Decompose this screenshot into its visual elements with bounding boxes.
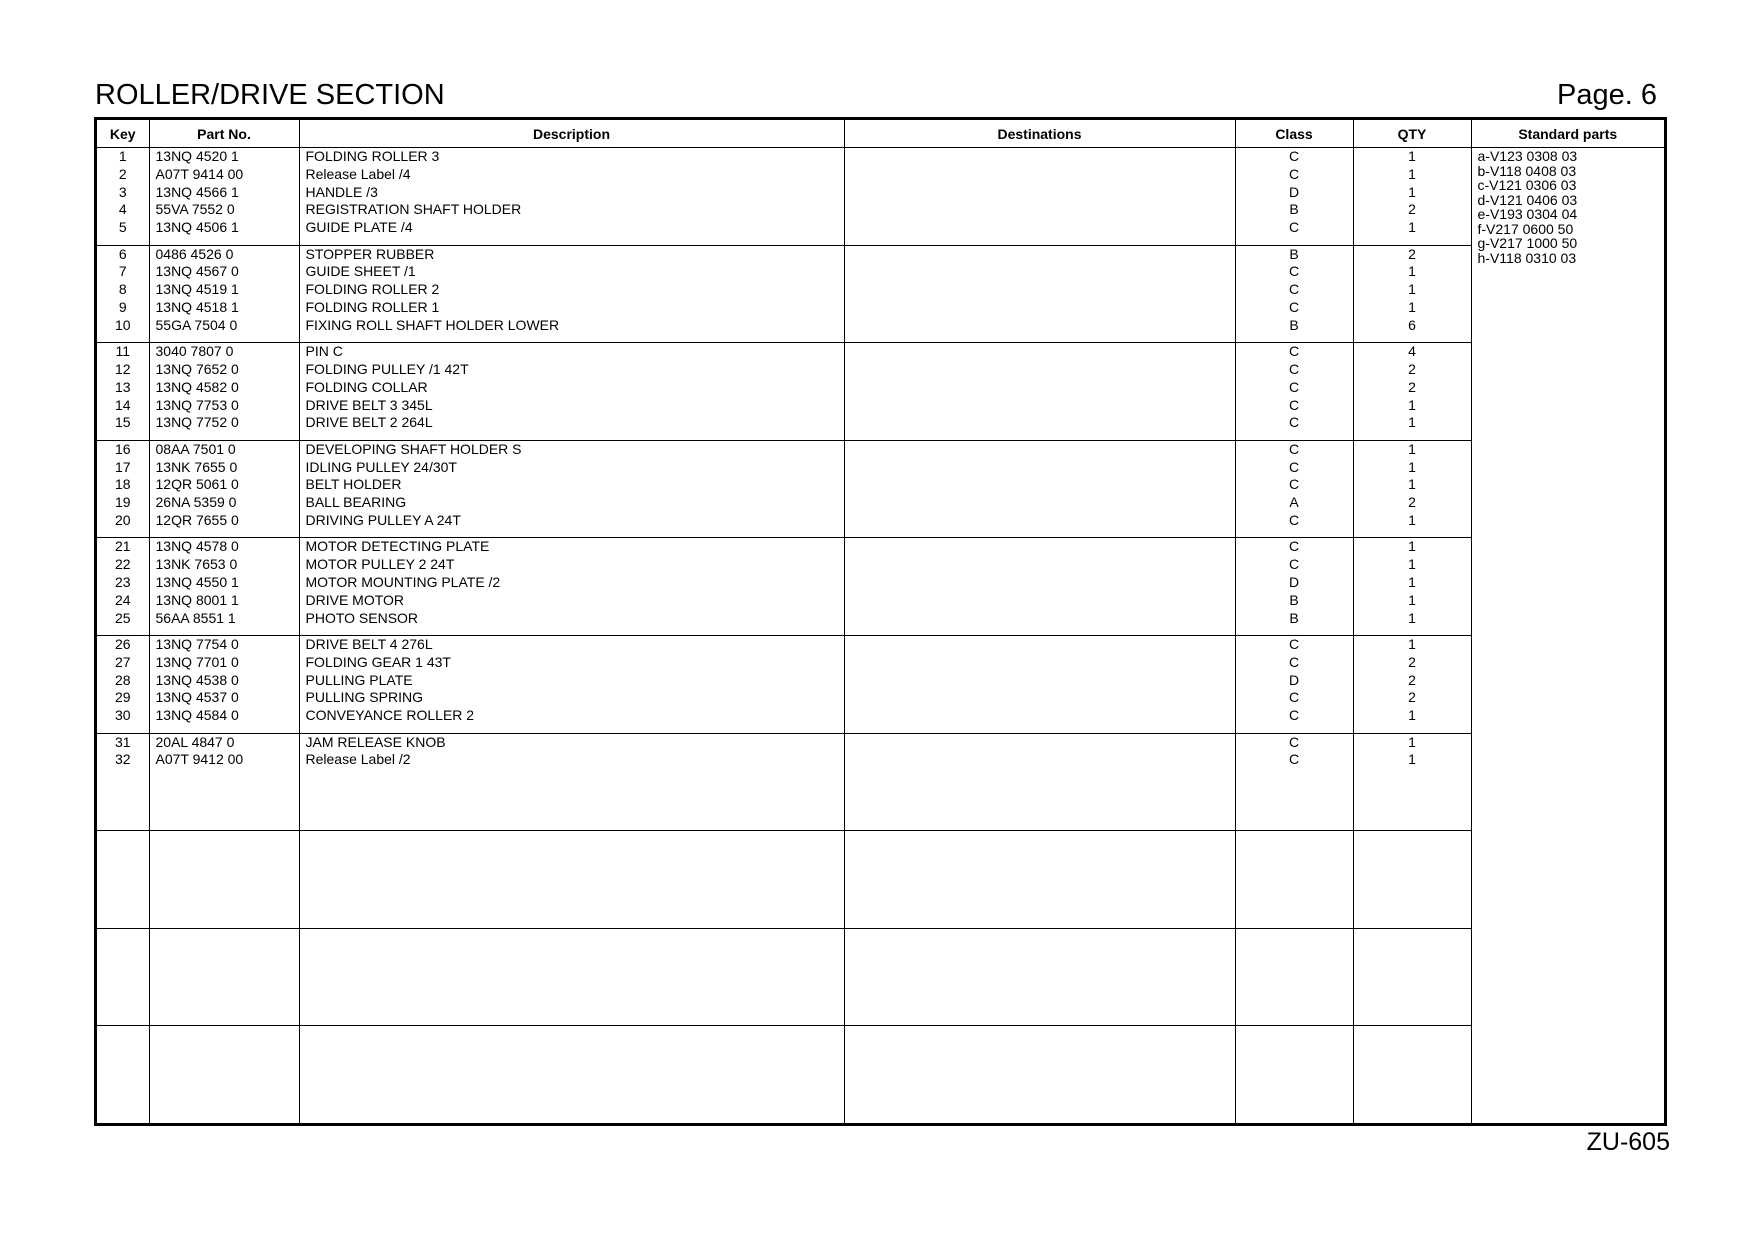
table-cell-value: C [1288, 556, 1300, 573]
table-cell-value: 28 [114, 671, 131, 688]
parts-list-frame [94, 117, 1667, 1126]
table-cell-value: 2 [1408, 201, 1416, 218]
description-cell [299, 635, 844, 733]
part-number-cell [149, 148, 299, 246]
part-number-cell [149, 831, 299, 929]
table-cell-value [845, 707, 1235, 725]
column-header-description: Description [299, 120, 844, 148]
table-cell-value: C [1288, 378, 1300, 395]
standard-parts-list [1472, 148, 1665, 265]
key-cell [97, 1026, 149, 1123]
page-title: ROLLER/DRIVE SECTION [95, 79, 445, 111]
table-cell-value: C [1288, 476, 1300, 493]
table-cell-value: 1 [1408, 414, 1416, 431]
table-cell-value: 13NQ 4538 0 [155, 671, 239, 688]
table-cell-value: DRIVE BELT 2 264L [305, 414, 433, 431]
table-cell-value: 4 [1408, 343, 1416, 360]
table-row-group [97, 148, 1664, 246]
description-cell [299, 831, 844, 929]
column-header-destinations: Destinations [844, 120, 1235, 148]
table-cell-value: 29 [114, 689, 131, 706]
table-cell-value: 13NQ 7752 0 [155, 414, 239, 431]
destination-cell [844, 148, 1235, 246]
table-cell-value [845, 184, 1235, 202]
table-cell-value: B [1289, 591, 1299, 608]
table-cell-value: 13NQ 4519 1 [155, 281, 239, 298]
key-cell [97, 538, 149, 636]
table-cell-value: C [1288, 689, 1300, 706]
table-cell-value: 22 [114, 556, 131, 573]
table-cell-value: 6 [1408, 316, 1416, 333]
table-cell-value: 3040 7807 0 [155, 343, 234, 360]
table-cell-value: 21 [114, 538, 131, 555]
table-cell-value [845, 397, 1235, 415]
destination-cell [844, 440, 1235, 538]
table-cell-value [845, 246, 1235, 264]
qty-cell [1353, 245, 1471, 343]
table-cell-value: 1 [1408, 263, 1416, 280]
table-cell-value: 26NA 5359 0 [155, 494, 237, 511]
table-cell-value: DRIVE BELT 4 276L [305, 635, 433, 652]
part-number-cell [149, 733, 299, 831]
table-cell-value: FOLDING ROLLER 3 [305, 148, 440, 164]
description-cell [299, 440, 844, 538]
table-cell-value: JAM RELEASE KNOB [305, 733, 446, 750]
table-cell-value [845, 610, 1235, 628]
table-cell-value: Release Label /2 [305, 751, 411, 768]
key-cell [97, 343, 149, 441]
table-cell-value: 1 [118, 148, 127, 164]
table-cell-value [845, 361, 1235, 379]
table-cell-value [845, 689, 1235, 707]
key-cell [97, 733, 149, 831]
table-cell-value: 2 [1408, 671, 1416, 688]
table-cell-value: GUIDE PLATE /4 [305, 219, 413, 236]
key-cell [97, 148, 149, 246]
table-row-group [97, 245, 1664, 343]
part-number-cell [149, 635, 299, 733]
table-cell-value: B [1289, 201, 1299, 218]
table-cell-value [845, 317, 1235, 335]
part-number-cell [149, 928, 299, 1026]
table-cell-value: PHOTO SENSOR [305, 609, 419, 626]
table-cell-value [845, 512, 1235, 530]
part-number-cell [149, 538, 299, 636]
table-cell-value: FIXING ROLL SHAFT HOLDER LOWER [305, 316, 560, 333]
table-cell-value: 1 [1408, 751, 1416, 768]
description-cell [299, 245, 844, 343]
table-cell-value: STOPPER RUBBER [305, 245, 435, 262]
table-cell-value [845, 636, 1235, 654]
standard-part-item: g-V217 1000 50 [1477, 235, 1578, 251]
table-cell-value: D [1288, 183, 1300, 200]
table-cell-value: 13NK 7653 0 [155, 556, 238, 573]
table-cell-value: 1 [1408, 707, 1416, 724]
table-cell-value [845, 574, 1235, 592]
table-cell-value: 11 [115, 343, 131, 360]
table-row-group [97, 343, 1664, 441]
table-row-group [97, 831, 1664, 929]
class-cell [1235, 245, 1353, 343]
table-cell-value: 2 [1408, 653, 1416, 670]
table-cell-value: 1 [1408, 591, 1416, 608]
destination-cell [844, 928, 1235, 1026]
table-cell-value: 26 [114, 635, 131, 652]
column-header-part-no: Part No. [149, 120, 299, 148]
standard-part-item: e-V193 0304 04 [1477, 206, 1578, 222]
table-cell-value: C [1288, 219, 1300, 236]
table-cell-value [845, 219, 1235, 237]
qty-cell [1353, 538, 1471, 636]
table-cell-value [845, 414, 1235, 432]
table-cell-value: MOTOR PULLEY 2 24T [305, 556, 455, 573]
table-cell-value: C [1288, 298, 1300, 315]
standard-part-item: b-V118 0408 03 [1477, 162, 1577, 179]
table-cell-value: CONVEYANCE ROLLER 2 [305, 707, 475, 724]
table-cell-value: 13 [114, 378, 131, 395]
table-row-group [97, 538, 1664, 636]
table-cell-value: 2 [1408, 689, 1416, 706]
table-cell-value: 13NQ 4578 0 [155, 538, 239, 555]
column-header-standard-parts: Standard parts [1471, 120, 1664, 148]
table-cell-value: 12QR 7655 0 [155, 511, 239, 528]
class-cell [1235, 148, 1353, 246]
table-cell-value: 1 [1408, 219, 1416, 236]
table-cell-value: 2 [118, 165, 127, 182]
qty-cell [1353, 928, 1471, 1026]
table-cell-value [845, 281, 1235, 299]
table-cell-value: A07T 9414 00 [155, 165, 244, 182]
key-cell [97, 635, 149, 733]
table-cell-value: 14 [114, 396, 131, 413]
table-cell-value: B [1289, 245, 1299, 262]
table-cell-value: 1 [1408, 733, 1416, 750]
table-cell-value: DRIVING PULLEY A 24T [305, 511, 461, 528]
destination-cell [844, 1026, 1235, 1123]
table-cell-value [845, 494, 1235, 512]
table-cell-value: A [1289, 494, 1299, 511]
table-cell-value: FOLDING ROLLER 2 [305, 281, 440, 298]
table-cell-value [845, 751, 1235, 769]
qty-cell [1353, 831, 1471, 929]
table-cell-value: C [1288, 707, 1300, 724]
table-cell-value: 13NQ 7754 0 [155, 635, 239, 652]
table-cell-value: FOLDING PULLEY /1 42T [305, 360, 469, 377]
description-cell [299, 733, 844, 831]
table-cell-value [845, 476, 1235, 494]
table-header-row [97, 120, 1664, 148]
table-cell-value: 24 [114, 591, 131, 608]
table-cell-value: 20 [114, 511, 131, 528]
table-cell-value: 6 [118, 245, 127, 262]
class-cell [1235, 831, 1353, 929]
table-cell-value [845, 379, 1235, 397]
table-cell-value: 10 [114, 316, 131, 333]
table-cell-value: C [1288, 414, 1300, 431]
table-cell-value: IDLING PULLEY 24/30T [305, 458, 457, 475]
table-cell-value: 1 [1408, 556, 1416, 573]
table-cell-value: 13NQ 4550 1 [155, 573, 239, 590]
class-cell [1235, 538, 1353, 636]
table-cell-value: 13NQ 4566 1 [155, 183, 239, 200]
table-cell-value: 18 [114, 476, 131, 493]
table-cell-value [845, 672, 1235, 690]
table-cell-value [845, 299, 1235, 317]
table-cell-value: 1 [1408, 281, 1416, 298]
table-cell-value: 2 [1408, 245, 1416, 262]
table-cell-value: C [1288, 538, 1300, 555]
table-cell-value [845, 538, 1235, 556]
table-cell-value: 13NQ 7753 0 [155, 396, 239, 413]
table-cell-value: FOLDING ROLLER 1 [305, 298, 440, 315]
part-number-cell [149, 343, 299, 441]
table-cell-value [845, 343, 1235, 361]
table-cell-value [845, 654, 1235, 672]
table-cell-value: 4 [118, 201, 127, 218]
standard-part-item: f-V217 0600 50 [1477, 220, 1574, 237]
table-cell-value: D [1288, 573, 1300, 590]
table-cell-value: 2 [1408, 494, 1416, 511]
table-cell-value: 17 [114, 458, 131, 475]
table-cell-value: 3 [118, 183, 127, 200]
part-number-cell [149, 1026, 299, 1123]
qty-cell [1353, 733, 1471, 831]
table-cell-value: 9 [118, 298, 127, 315]
table-cell-value: 13NQ 4520 1 [155, 148, 239, 164]
table-cell-value: C [1288, 165, 1300, 182]
table-cell-value: C [1288, 458, 1300, 475]
standard-part-item: h-V118 0310 03 [1477, 249, 1577, 266]
table-cell-value: 25 [114, 609, 131, 626]
table-cell-value: 1 [1408, 458, 1416, 475]
table-cell-value: C [1288, 360, 1300, 377]
column-header-key: Key [97, 120, 149, 148]
table-row-group [97, 733, 1664, 831]
qty-cell [1353, 343, 1471, 441]
table-cell-value: 55VA 7552 0 [155, 201, 235, 218]
description-cell [299, 1026, 844, 1123]
table-cell-value: 56AA 8551 1 [155, 609, 236, 626]
table-cell-value: DRIVE BELT 3 345L [305, 396, 433, 413]
table-cell-value: C [1288, 751, 1300, 768]
table-cell-value: Release Label /4 [305, 165, 411, 182]
table-cell-value: 12 [114, 360, 131, 377]
table-row-group [97, 1026, 1664, 1123]
table-cell-value: 1 [1408, 511, 1416, 528]
table-cell-value: 13NQ 4537 0 [155, 689, 239, 706]
table-row-group [97, 440, 1664, 538]
table-cell-value: A07T 9412 00 [155, 751, 244, 768]
table-cell-value: 1 [1408, 609, 1416, 626]
table-cell-value: 1 [1408, 148, 1416, 164]
table-cell-value: PIN C [305, 343, 343, 360]
table-cell-value: 23 [114, 573, 131, 590]
table-cell-value: FOLDING COLLAR [305, 378, 428, 395]
table-cell-value: C [1288, 343, 1300, 360]
destination-cell [844, 635, 1235, 733]
table-cell-value: 1 [1408, 183, 1416, 200]
table-cell-value: 5 [118, 219, 127, 236]
table-cell-value: 13NQ 8001 1 [155, 591, 239, 608]
table-cell-value [845, 201, 1235, 219]
table-cell-value: D [1288, 671, 1300, 688]
table-cell-value: BALL BEARING [305, 494, 407, 511]
qty-cell [1353, 440, 1471, 538]
table-cell-value: HANDLE /3 [305, 183, 378, 200]
table-cell-value: 1 [1408, 476, 1416, 493]
table-cell-value [845, 459, 1235, 477]
table-cell-value [845, 592, 1235, 610]
table-cell-value [845, 734, 1235, 752]
table-cell-value: MOTOR DETECTING PLATE [305, 538, 490, 555]
destination-cell [844, 245, 1235, 343]
qty-cell [1353, 148, 1471, 246]
table-cell-value: 32 [114, 751, 131, 768]
description-cell [299, 343, 844, 441]
destination-cell [844, 538, 1235, 636]
standard-part-item: d-V121 0406 03 [1477, 191, 1578, 208]
table-cell-value: 27 [114, 653, 131, 670]
table-cell-value: 0486 4526 0 [155, 245, 234, 262]
table-cell-value: 16 [114, 440, 131, 457]
table-cell-value: 1 [1408, 165, 1416, 182]
destination-cell [844, 733, 1235, 831]
table-cell-value: 2 [1408, 378, 1416, 395]
table-cell-value: C [1288, 440, 1300, 457]
table-cell-value: 2 [1408, 360, 1416, 377]
class-cell [1235, 343, 1353, 441]
description-cell [299, 928, 844, 1026]
table-cell-value [845, 441, 1235, 459]
table-cell-value: 1 [1408, 538, 1416, 555]
table-cell-value: B [1289, 316, 1299, 333]
class-cell [1235, 733, 1353, 831]
table-cell-value: 7 [118, 263, 127, 280]
qty-cell [1353, 1026, 1471, 1123]
table-cell-value: 12QR 5061 0 [155, 476, 239, 493]
table-cell-value: FOLDING GEAR 1 43T [305, 653, 451, 670]
description-cell [299, 538, 844, 636]
table-cell-value: DEVELOPING SHAFT HOLDER S [305, 440, 522, 457]
part-number-cell [149, 440, 299, 538]
table-cell-value: 13NQ 7652 0 [155, 360, 239, 377]
table-cell-value: PULLING PLATE [305, 671, 413, 688]
table-cell-value [845, 148, 1235, 166]
table-row-group [97, 635, 1664, 733]
table-cell-value: C [1288, 148, 1300, 164]
class-cell [1235, 928, 1353, 1026]
key-cell [97, 831, 149, 929]
table-cell-value: 13NK 7655 0 [155, 458, 238, 475]
table-cell-value: 08AA 7501 0 [155, 440, 236, 457]
table-cell-value: C [1288, 733, 1300, 750]
table-cell-value: MOTOR MOUNTING PLATE /2 [305, 573, 501, 590]
destination-cell [844, 831, 1235, 929]
table-cell-value: 13NQ 4506 1 [155, 219, 239, 236]
model-number: ZU-605 [1586, 1128, 1670, 1156]
table-cell-value: 19 [114, 494, 131, 511]
table-cell-value: GUIDE SHEET /1 [305, 263, 416, 280]
destination-cell [844, 343, 1235, 441]
table-cell-value: 20AL 4847 0 [155, 733, 235, 750]
table-cell-value: 13NQ 4567 0 [155, 263, 239, 280]
table-cell-value: C [1288, 281, 1300, 298]
table-cell-value: 8 [118, 281, 127, 298]
table-cell-value: C [1288, 263, 1300, 280]
standard-part-item: c-V121 0306 03 [1477, 177, 1577, 193]
table-cell-value: 1 [1408, 440, 1416, 457]
table-cell-value: 13NQ 4582 0 [155, 378, 239, 395]
table-cell-value: 1 [1408, 396, 1416, 413]
description-cell [299, 148, 844, 246]
table-cell-value: PULLING SPRING [305, 689, 423, 706]
table-cell-value: BELT HOLDER [305, 476, 402, 493]
standard-parts-cell [1471, 148, 1664, 1124]
table-cell-value: 13NQ 7701 0 [155, 653, 239, 670]
page-number: Page. 6 [1557, 79, 1657, 111]
table-cell-value: B [1289, 609, 1299, 626]
table-cell-value: 13NQ 4518 1 [155, 298, 239, 315]
table-cell-value [845, 263, 1235, 281]
table-cell-value: 31 [114, 733, 131, 750]
table-cell-value: C [1288, 511, 1300, 528]
column-header-qty: QTY [1353, 120, 1471, 148]
table-cell-value: C [1288, 653, 1300, 670]
table-cell-value: 1 [1408, 573, 1416, 590]
qty-cell [1353, 635, 1471, 733]
class-cell [1235, 1026, 1353, 1123]
table-cell-value: 1 [1408, 298, 1416, 315]
table-cell-value: 55GA 7504 0 [155, 316, 238, 333]
table-cell-value: 1 [1408, 635, 1416, 652]
class-cell [1235, 440, 1353, 538]
table-cell-value [845, 556, 1235, 574]
table-cell-value: REGISTRATION SHAFT HOLDER [305, 201, 522, 218]
part-number-cell [149, 245, 299, 343]
table-row-group [97, 928, 1664, 1026]
parts-table [97, 120, 1664, 1123]
table-cell-value: 15 [114, 414, 131, 431]
key-cell [97, 928, 149, 1026]
column-header-class: Class [1235, 120, 1353, 148]
key-cell [97, 245, 149, 343]
table-cell-value: DRIVE MOTOR [305, 591, 405, 608]
class-cell [1235, 635, 1353, 733]
table-cell-value: C [1288, 635, 1300, 652]
table-cell-value: 30 [114, 707, 131, 724]
table-cell-value: 13NQ 4584 0 [155, 707, 239, 724]
standard-part-item: a-V123 0308 03 [1477, 148, 1578, 164]
table-cell-value: C [1288, 396, 1300, 413]
table-cell-value [845, 166, 1235, 184]
key-cell [97, 440, 149, 538]
